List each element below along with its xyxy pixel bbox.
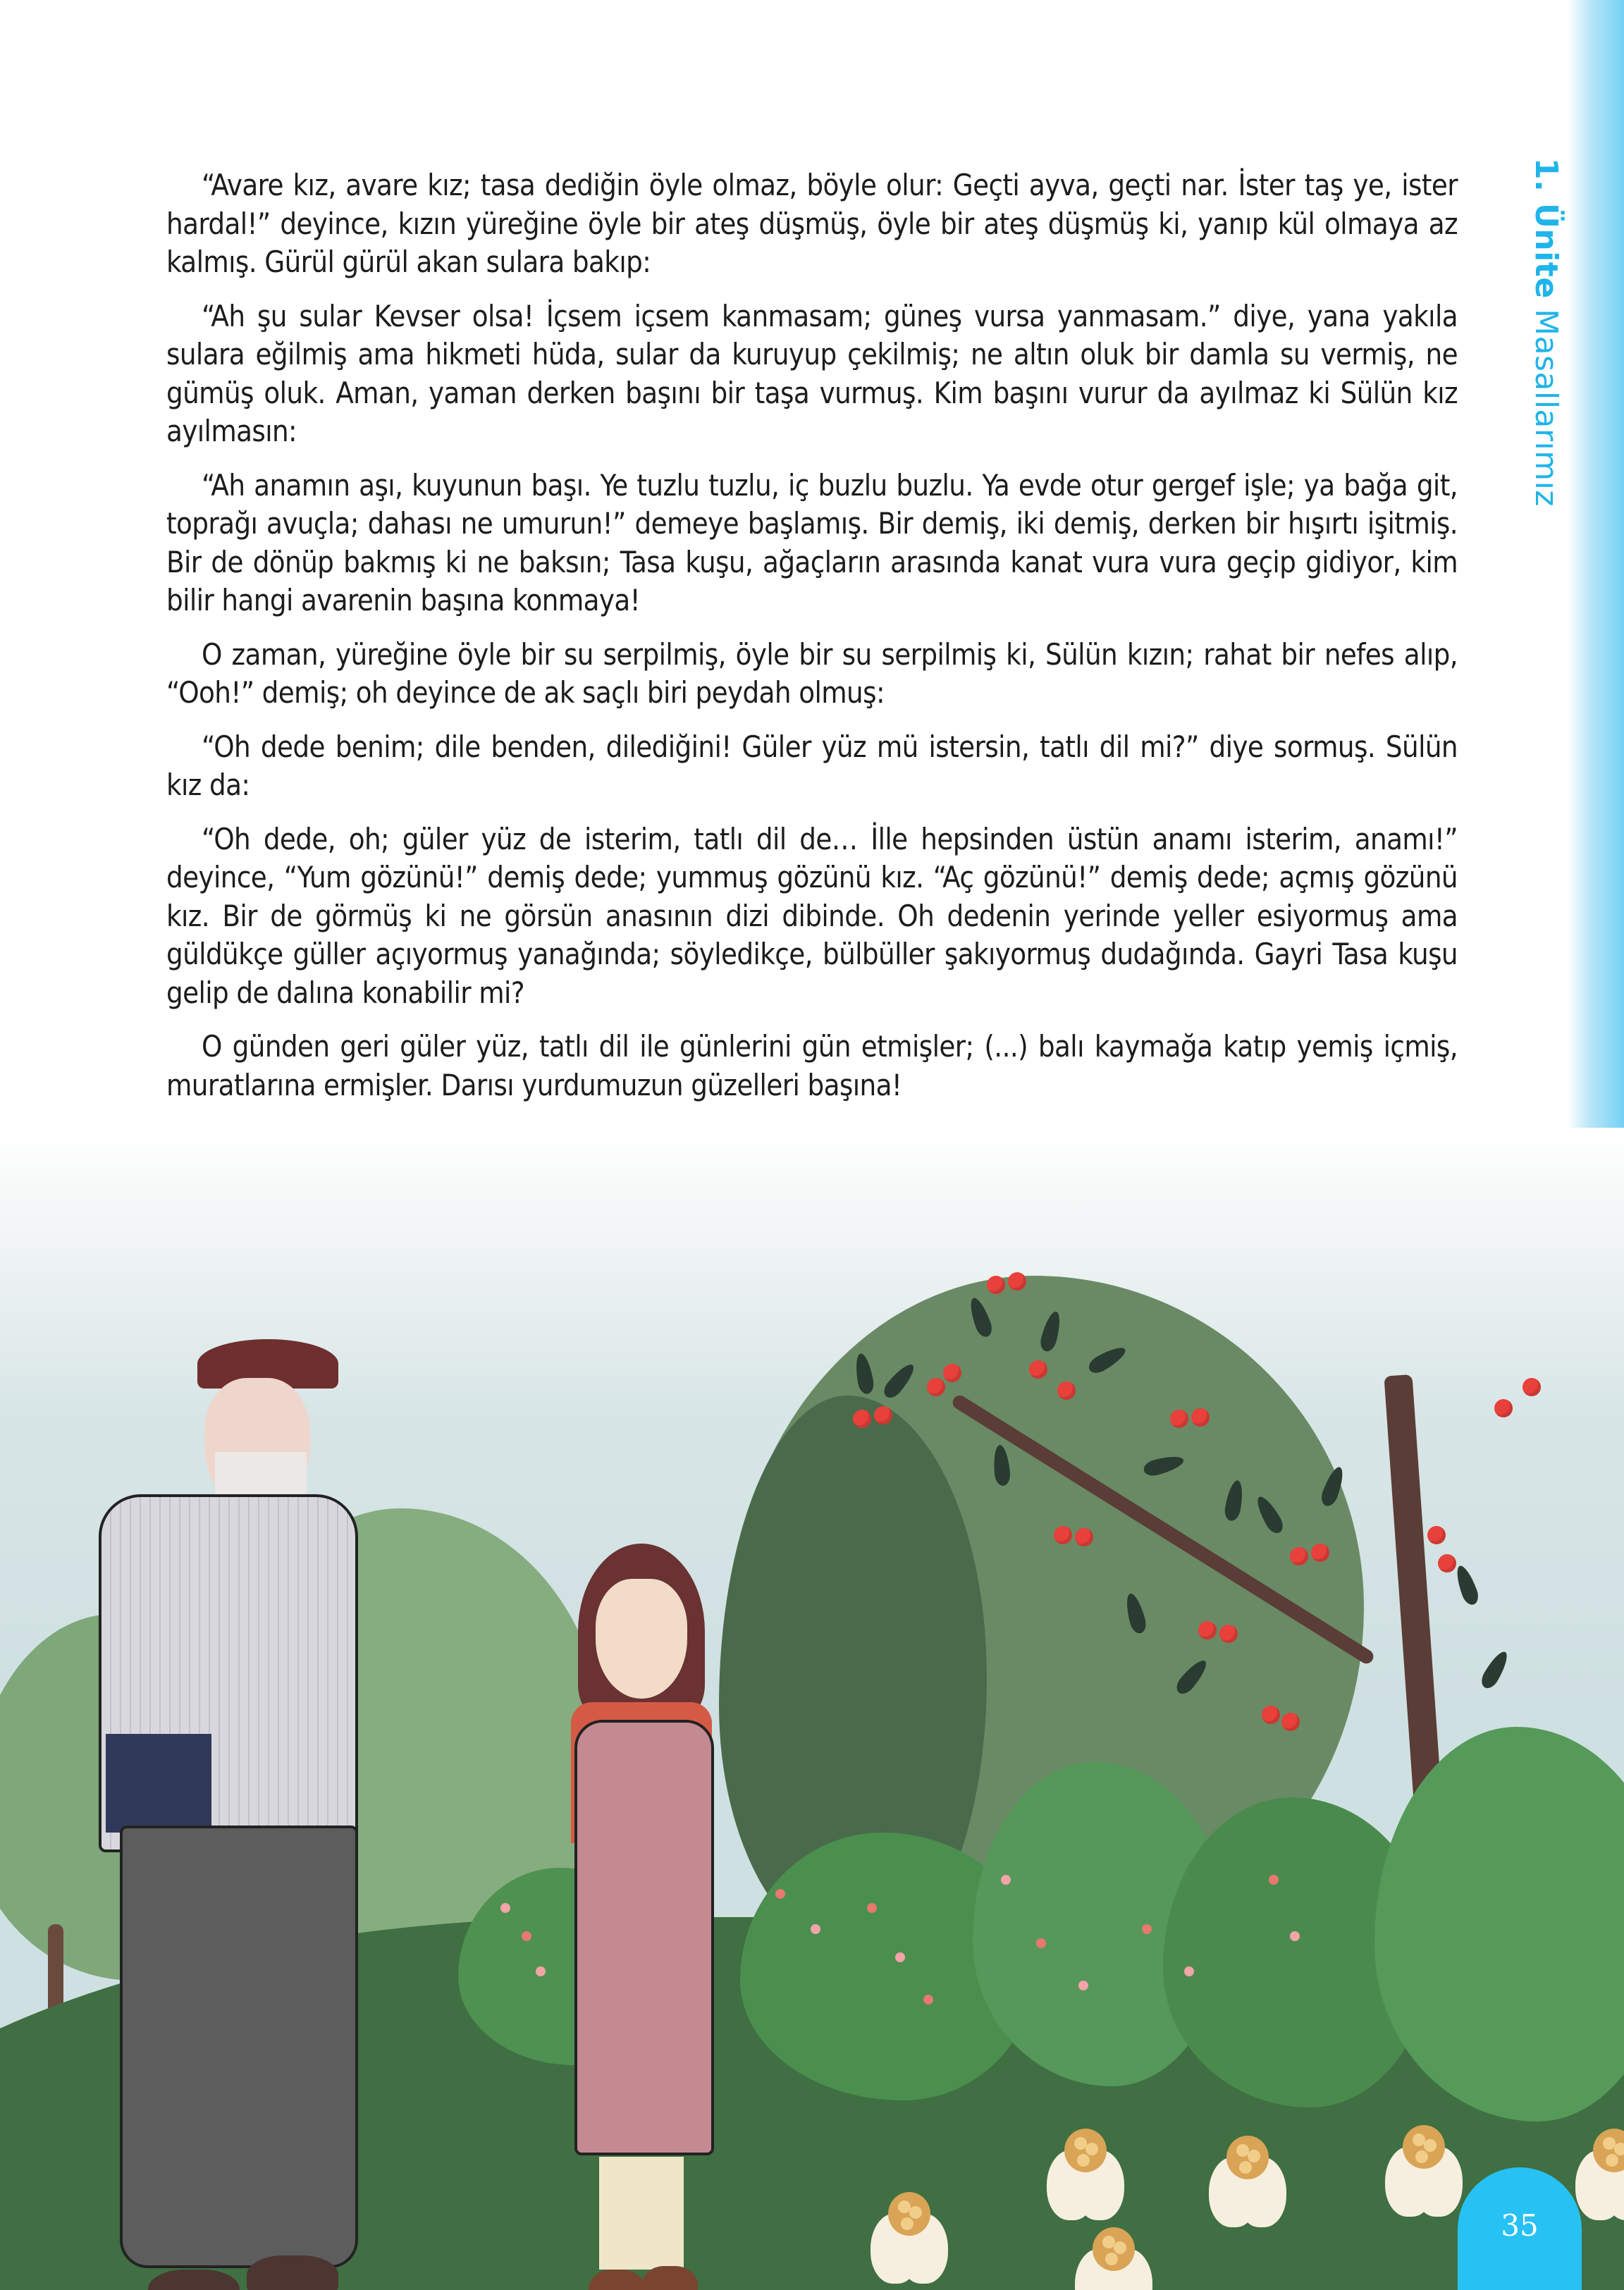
- cherry: [1198, 1621, 1217, 1639]
- cherry: [1290, 1547, 1308, 1565]
- pink-blossom: [1269, 1875, 1279, 1885]
- cherry: [1191, 1408, 1210, 1427]
- shoe: [148, 2270, 240, 2290]
- socks: [599, 2157, 684, 2270]
- cherry: [1311, 1544, 1329, 1562]
- cherry: [1281, 1713, 1300, 1731]
- pink-blossom: [1184, 1966, 1194, 1976]
- pink-blossom: [500, 1903, 510, 1913]
- shoe: [641, 2266, 698, 2290]
- story-text: [166, 166, 1458, 1120]
- pink-blossom: [923, 1995, 933, 2005]
- old-man-figure: [99, 1339, 395, 2290]
- pink-blossom: [1001, 1875, 1011, 1885]
- daisy-flower: [1205, 2136, 1283, 2241]
- cherry: [1522, 1378, 1541, 1396]
- cherry: [943, 1364, 961, 1382]
- face: [596, 1579, 687, 1699]
- girl-figure: [550, 1544, 733, 2290]
- paragraph: O günden geri güler yüz, tatlı dil ile günlerini gün etmişler; (...) balı kaymağa katıp yemiş içmiş, muratlarına ermişler. Darısı yurdumuzun güzelleri başına!: [166, 1029, 1458, 1102]
- pink-blossom: [1078, 1981, 1088, 1990]
- cherry: [1438, 1554, 1456, 1572]
- cherry: [1029, 1360, 1047, 1379]
- cherry: [1008, 1272, 1026, 1291]
- unit-number: 1. Ünite: [1528, 158, 1564, 299]
- shoe: [589, 2270, 645, 2290]
- pink-dress: [574, 1720, 714, 2155]
- paragraph: “Oh dede benim; dile benden, dilediğini! Güler yüz mü istersin, tatlı dil mi?” diye sormuş. Sülün kız da:: [166, 729, 1458, 802]
- pink-blossom: [811, 1924, 820, 1934]
- paragraph: “Ah anamın aşı, kuyunun başı. Ye tuzlu tuzlu, iç buzlu buzlu. Ya evde otur gergef işle; ya bağa git, toprağı avuçla; dahası ne umurun!” demeye başlamış. Bir demiş, iki demiş, derken bir hışırtı işitmiş. Bir de dönüp bakmış ki ne baksın; Tasa kuşu, ağaçların arasında kanat vura vura geçip gidiyor, kim bilir hangi avarenin başına konmaya!: [166, 467, 1458, 617]
- cherry: [1170, 1410, 1188, 1428]
- cherry: [1262, 1706, 1280, 1724]
- shoe: [247, 2255, 338, 2290]
- daisy-flower: [1071, 2227, 1149, 2290]
- pink-blossom: [1290, 1931, 1300, 1941]
- story-illustration: [0, 1128, 1624, 2290]
- paragraph: O zaman, yüreğine öyle bir su serpilmiş, öyle bir su serpilmiş ki, Sülün kızın; rahat bir nefes alıp, “Ooh!” demiş; oh deyince de ak saçlı biri peydah olmuş:: [166, 636, 1458, 710]
- unit-title: Masallarımız: [1528, 309, 1564, 507]
- cherry: [1075, 1528, 1093, 1546]
- page-number-badge: [1458, 2167, 1582, 2290]
- daisy-flower: [1043, 2129, 1121, 2234]
- cherry: [1219, 1625, 1238, 1643]
- pink-blossom: [536, 1966, 546, 1976]
- daisy-flower: [1382, 2125, 1459, 2231]
- paragraph: “Ah şu sular Kevser olsa! İçsem içsem kanmasam; güneş vursa yanmasam.” diye, yana yakıla sulara eğilmiş ama hikmeti hüda, sular da kuruyup çekilmiş; ne altın oluk bir damla su vermiş, ne gümüş oluk. Aman, yaman derken başını bir taşa vurmuş. Kim başını vurur da ayılmaz ki Sülün kız ayılmasın:: [166, 298, 1458, 448]
- cherry: [1054, 1526, 1072, 1544]
- cherry: [987, 1276, 1005, 1294]
- daisy-flower: [867, 2192, 945, 2290]
- cherry: [1057, 1381, 1076, 1400]
- pink-blossom: [895, 1952, 905, 1962]
- pink-blossom: [1142, 1924, 1152, 1934]
- pink-blossom: [522, 1931, 531, 1941]
- pink-blossom: [1036, 1938, 1046, 1948]
- page-number: 35: [1501, 2208, 1539, 2243]
- cherry: [1427, 1526, 1446, 1544]
- vest: [106, 1734, 211, 1833]
- cherry: [853, 1410, 871, 1428]
- paragraph: “Avare kız, avare kız; tasa dediğin öyle olmaz, böyle olur: Geçti ayva, geçti nar. İster taş ye, ister hardal!” deyince, kızın yüreğine öyle bir ateş düşmüş, öyle bir ateş düşmüş ki, yanıp kül olmaya az kalmış. Gürül gürül akan sulara bakıp:: [166, 168, 1458, 279]
- trousers: [120, 1826, 358, 2268]
- pink-blossom: [867, 1903, 877, 1913]
- unit-header: [1528, 158, 1564, 507]
- cherry: [1494, 1399, 1513, 1417]
- pink-blossom: [775, 1889, 785, 1899]
- paragraph: “Oh dede, oh; güler yüz de isterim, tatlı dil de… İlle hepsinden üstün anamı isterim, anamı!” deyince, “Yum gözünü!” demiş dede; yummuş gözünü kız. “Aç gözünü!” demiş dede; açmış gözünü kız. Bir de görmüş ki ne görsün anasının dizi dibinde. Oh dedenin yerinde yeller esiyormuş ama güldükçe güller açıyormuş yanağında; söyledikçe, bülbüller şakıyormuş dudağında. Gayri Tasa kuşu gelip de dalına konabilir mi?: [166, 821, 1458, 1010]
- cherry: [874, 1406, 892, 1424]
- cherry: [927, 1378, 945, 1396]
